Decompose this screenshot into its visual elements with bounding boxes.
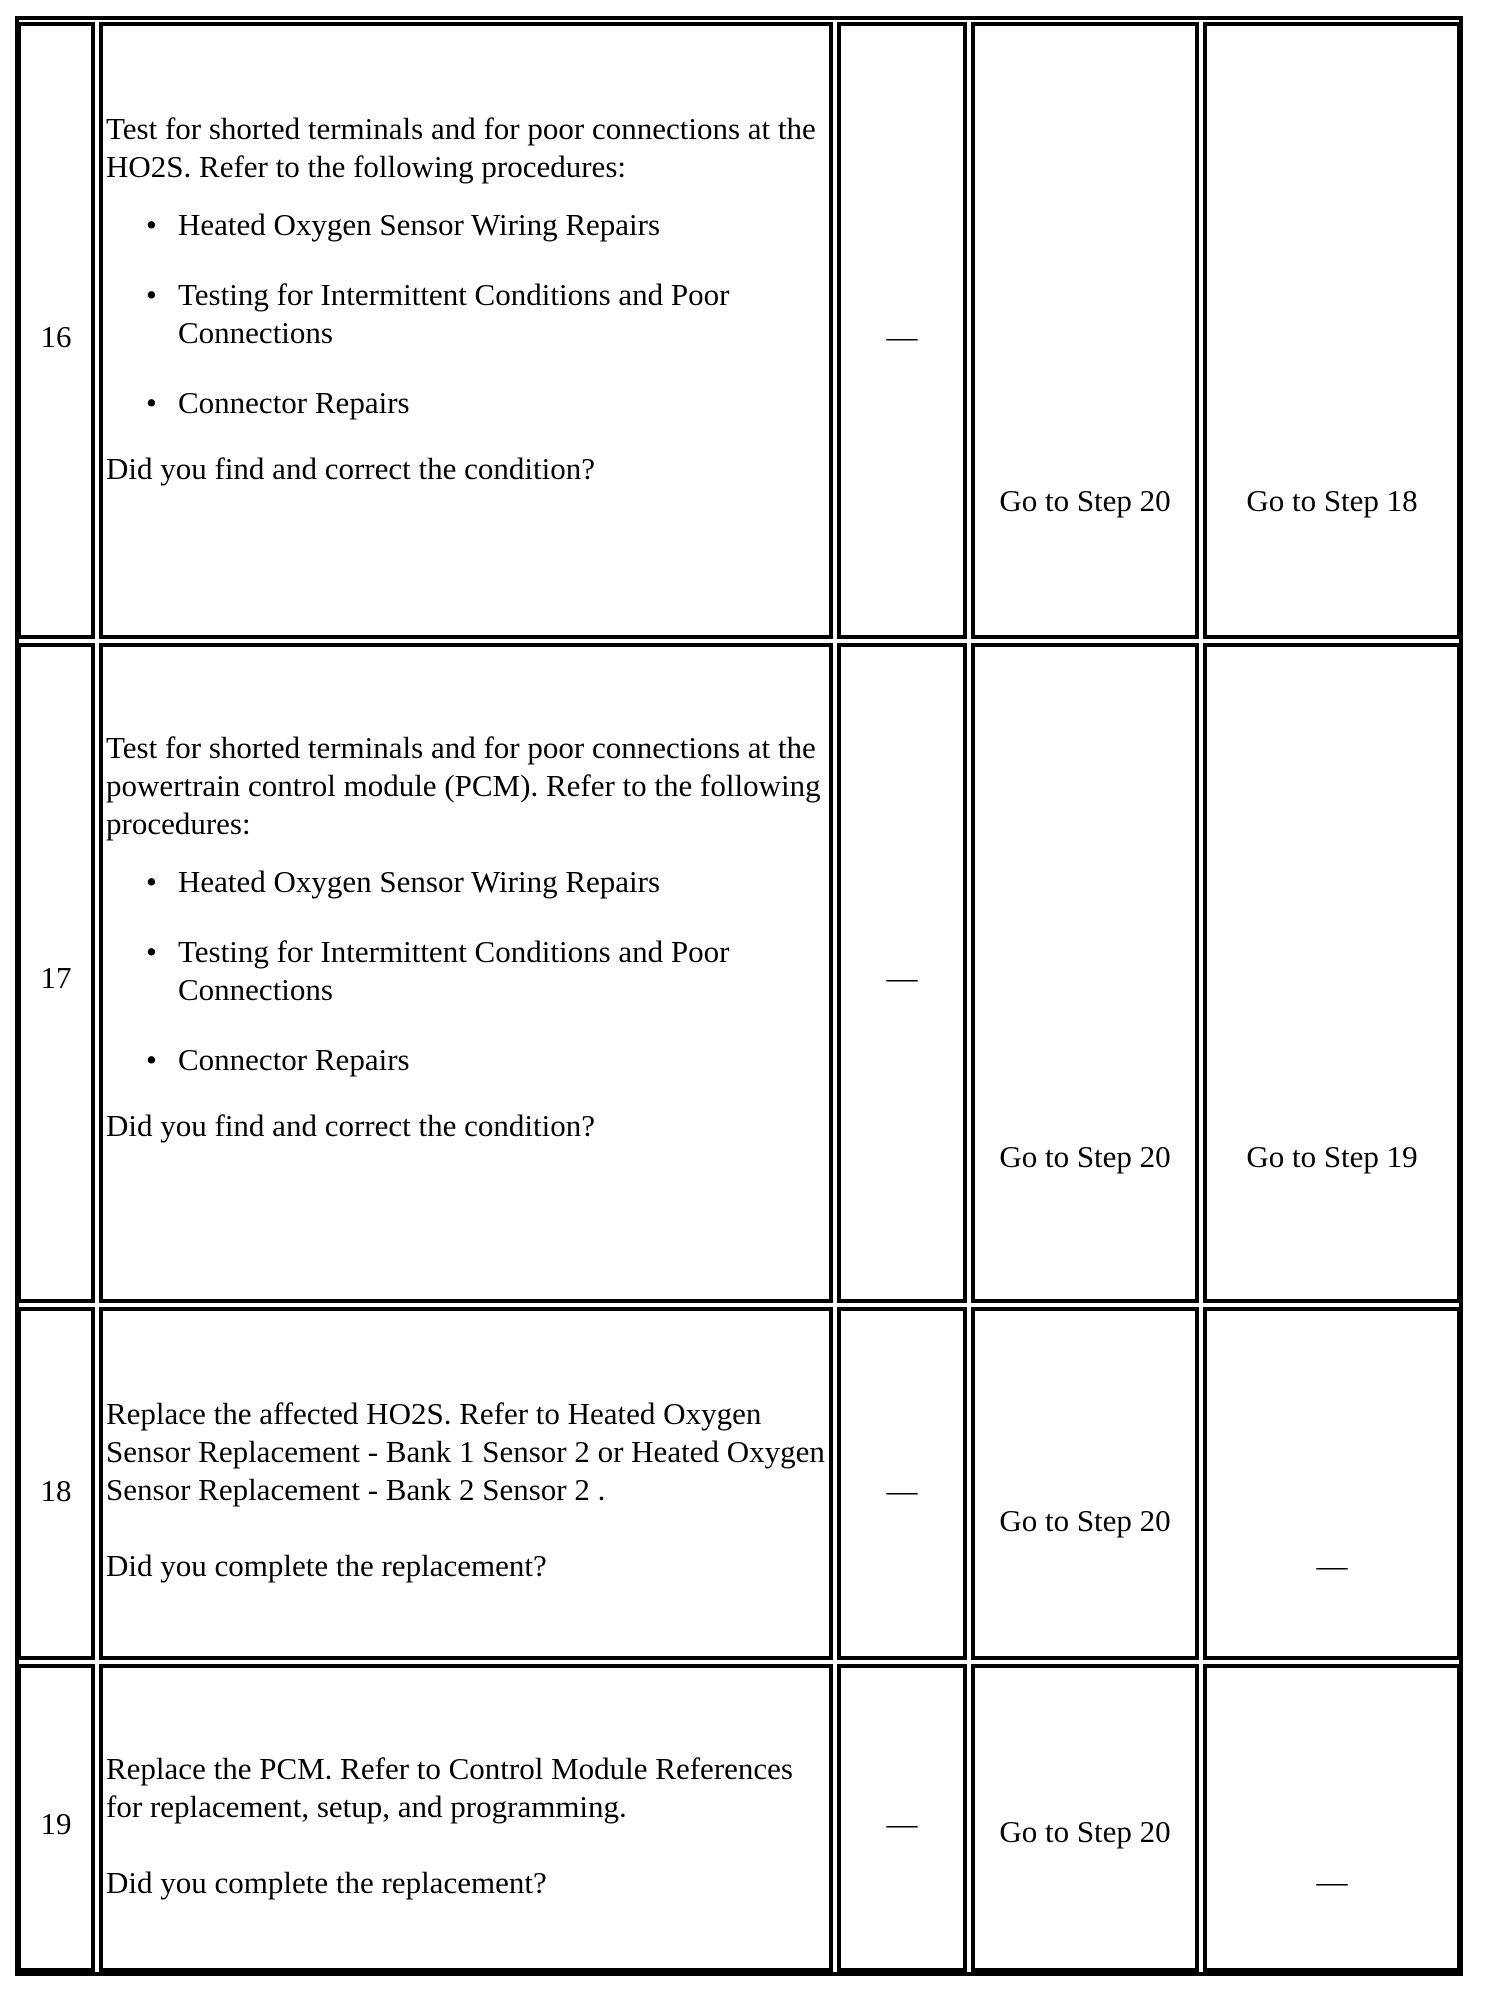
value-cell-16: [837, 22, 967, 639]
procedure-item: [146, 384, 827, 422]
bullet-icon: •: [146, 207, 157, 242]
no-action: Go to Step 18: [1246, 483, 1418, 518]
no-cell-16: [1203, 22, 1461, 639]
bullet-icon: •: [146, 277, 157, 312]
action-text: [103, 110, 829, 488]
action-cell-16: [99, 22, 833, 639]
step-number: 16: [40, 319, 72, 354]
bullet-icon: •: [146, 385, 157, 420]
procedure-item: [146, 863, 827, 901]
step-number: 19: [40, 1806, 72, 1841]
procedure-link[interactable]: Heated Oxygen Sensor Wiring Repairs: [178, 207, 661, 242]
value-dash: —: [886, 1806, 918, 1841]
no-action: Go to Step 19: [1246, 1139, 1418, 1174]
no-cell-17: [1203, 643, 1461, 1303]
step-cell-16: [17, 22, 95, 639]
procedure-link[interactable]: Testing for Intermittent Conditions and Poor Connections: [178, 277, 730, 350]
no-cell-19: [1203, 1664, 1461, 1972]
step-number: 18: [40, 1473, 72, 1508]
no-action: —: [1316, 1548, 1348, 1583]
procedure-item: [146, 276, 827, 352]
procedure-link[interactable]: Testing for Intermittent Conditions and Poor Connections: [178, 934, 730, 1007]
value-cell-18: [837, 1307, 967, 1660]
value-cell-17: [837, 643, 967, 1303]
yes-cell-18: [971, 1307, 1199, 1660]
yes-action: Go to Step 20: [999, 483, 1171, 518]
step-cell-17: [17, 643, 95, 1303]
action-text: [103, 1395, 829, 1585]
action-question: Did you complete the replacement?: [106, 1865, 547, 1900]
action-intro: Replace the affected HO2S. Refer to Heated Oxygen Sensor Replacement - Bank 1 Sensor 2 or Heated Oxygen Sensor Replacement - Bank 2 Sensor 2 .: [106, 1396, 825, 1507]
bullet-icon: •: [146, 1042, 157, 1077]
action-cell-18: [99, 1307, 833, 1660]
procedure-link[interactable]: Connector Repairs: [178, 1042, 410, 1077]
yes-cell-16: [971, 22, 1199, 639]
action-question: Did you find and correct the condition?: [106, 1108, 595, 1143]
value-dash: —: [886, 960, 918, 995]
step-number: 17: [40, 960, 72, 995]
procedure-item: [146, 933, 827, 1009]
value-cell-19: [837, 1664, 967, 1972]
value-dash: —: [886, 1473, 918, 1508]
action-text: [103, 729, 829, 1145]
action-intro: Test for shorted terminals and for poor connections at the HO2S. Refer to the following procedures:: [106, 111, 816, 184]
procedure-list: [106, 863, 827, 1079]
action-intro: Test for shorted terminals and for poor connections at the powertrain control module (PCM). Refer to the following procedures:: [106, 730, 821, 841]
action-question: Did you find and correct the condition?: [106, 451, 595, 486]
procedure-link[interactable]: Heated Oxygen Sensor Wiring Repairs: [178, 864, 661, 899]
value-dash: —: [886, 319, 918, 354]
action-intro: Replace the PCM. Refer to Control Module References for replacement, setup, and programming.: [106, 1751, 793, 1824]
yes-action: Go to Step 20: [999, 1139, 1171, 1174]
yes-action: Go to Step 20: [999, 1503, 1171, 1538]
action-question: Did you complete the replacement?: [106, 1548, 547, 1583]
procedure-item: [146, 1041, 827, 1079]
yes-cell-17: [971, 643, 1199, 1303]
bullet-icon: •: [146, 864, 157, 899]
yes-action: Go to Step 20: [999, 1814, 1171, 1849]
procedure-item: [146, 206, 827, 244]
bullet-icon: •: [146, 934, 157, 969]
step-cell-18: [17, 1307, 95, 1660]
action-cell-17: [99, 643, 833, 1303]
procedure-link[interactable]: Connector Repairs: [178, 385, 410, 420]
no-cell-18: [1203, 1307, 1461, 1660]
no-action: —: [1316, 1864, 1348, 1899]
procedure-list: [106, 206, 827, 422]
step-cell-19: [17, 1664, 95, 1972]
action-text: [103, 1750, 829, 1902]
yes-cell-19: [971, 1664, 1199, 1972]
action-cell-19: [99, 1664, 833, 1972]
